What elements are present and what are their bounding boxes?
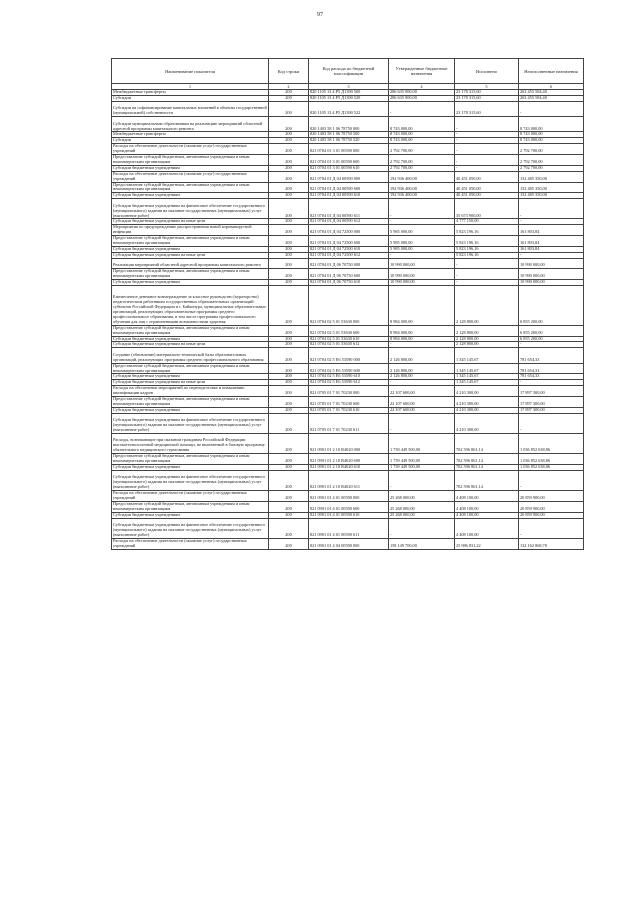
- row-name: Субсидии бюджетным учреждениям на иные цели: [112, 342, 269, 348]
- row-executed: 4 408 100,00: [455, 491, 519, 502]
- row-line-code: 200: [269, 252, 309, 258]
- row-unexecuted: 1 036 852 638,86: [519, 464, 584, 470]
- table-row: [112, 182, 584, 193]
- table-row: [112, 348, 584, 363]
- row-approved: 22 107 600,00: [389, 407, 455, 413]
- row-expense-code: 821 0901 01 2 10 R4020 600: [309, 454, 389, 465]
- row-unexecuted: -: [519, 101, 584, 116]
- row-unexecuted: 8 743 000,00: [519, 138, 584, 144]
- budget-execution-table: [111, 58, 584, 550]
- table-row: [112, 269, 584, 280]
- row-executed: 2 128 800,00: [455, 285, 519, 325]
- row-line-code: 200: [269, 336, 309, 342]
- row-executed: 4 210 300,00: [455, 413, 519, 433]
- row-line-code: 200: [269, 470, 309, 490]
- row-executed: 4 408 100,00: [455, 518, 519, 538]
- row-approved: 10 990 000,00: [389, 269, 455, 280]
- row-name: Расходы на обеспечение деятельности (оказание услуг) государственных учреждений: [112, 144, 269, 155]
- row-executed: 5 823 196,16: [455, 236, 519, 247]
- row-unexecuted: 6 855 200,00: [519, 285, 584, 325]
- row-line-code: 200: [269, 363, 309, 374]
- row-expense-code: 821 0704 01 Д 04 72500 600: [309, 236, 389, 247]
- row-approved: 1 739 449 500,00: [389, 433, 455, 453]
- row-approved: 5 985 000,00: [389, 225, 455, 236]
- row-expense-code: 821 0705 01 7 01 70230 600: [309, 397, 389, 408]
- row-executed: 702 596 861,14: [455, 464, 519, 470]
- row-expense-code: 821 0705 01 7 01 70230 000: [309, 386, 389, 397]
- row-name: Расходы на обеспечение деятельности (оказание услуг) государственных учреждений: [112, 538, 269, 549]
- row-unexecuted: 781 654,33: [519, 374, 584, 380]
- row-approved: 2 792 700,00: [389, 165, 455, 171]
- row-unexecuted: 20 859 900,00: [519, 501, 584, 512]
- row-line-code: 200: [269, 518, 309, 538]
- row-executed: 5 823 196,16: [455, 247, 519, 253]
- column-number: 3: [309, 84, 389, 90]
- row-executed: -: [455, 155, 519, 166]
- row-name: Субсидии бюджетным учреждениям: [112, 464, 269, 470]
- table-row: [112, 413, 584, 433]
- row-approved: 286 635 900,00: [389, 95, 455, 101]
- row-expense-code: 820 1105 13 4 Р5 Д1390 500: [309, 90, 389, 96]
- header-approved: Утвержденные бюджетные назначения: [389, 59, 455, 84]
- row-line-code: 200: [269, 280, 309, 286]
- table-row: [112, 101, 584, 116]
- row-approved: 25 268 000,00: [389, 512, 455, 518]
- row-name: Расходы, возникающие при оказании гражданам Российской Федерации высокотехнологичной медицинской помощи, не включенной в базовую программу обязательного медицинского страхования: [112, 433, 269, 453]
- row-executed: 702 596 861,14: [455, 470, 519, 490]
- row-executed: 40 451 050,00: [455, 171, 519, 182]
- row-line-code: 200: [269, 348, 309, 363]
- row-unexecuted: -: [519, 252, 584, 258]
- row-name: Субсидии бюджетным учреждениям на финансовое обеспечение государственного (муниципального) задания на оказание государственных (муниципальных) услуг (выполнение работ): [112, 470, 269, 490]
- row-approved: 1 739 449 500,00: [389, 454, 455, 465]
- row-name: Субсидии бюджетным учреждениям на финансовое обеспечение государственного (муниципального) задания на оказание государственных (муниципальных) услуг (выполнение работ): [112, 518, 269, 538]
- row-line-code: 200: [269, 491, 309, 502]
- row-unexecuted: 6 855 200,00: [519, 336, 584, 342]
- row-line-code: 200: [269, 386, 309, 397]
- row-approved: 8 743 000,00: [389, 138, 455, 144]
- row-approved: 2 792 700,00: [389, 144, 455, 155]
- row-name: Предоставление субсидий бюджетным, автономным учреждениям и иным некоммерческим организациям: [112, 236, 269, 247]
- row-line-code: 200: [269, 193, 309, 199]
- row-line-code: 200: [269, 407, 309, 413]
- row-line-code: 200: [269, 397, 309, 408]
- row-name: Субсидии бюджетным учреждениям: [112, 165, 269, 171]
- row-line-code: 200: [269, 464, 309, 470]
- table-row: [112, 285, 584, 325]
- table-row: [112, 397, 584, 408]
- row-name: Субсидии бюджетным учреждениям: [112, 280, 269, 286]
- table-row: [112, 518, 584, 538]
- row-unexecuted: 17 897 300,00: [519, 386, 584, 397]
- row-executed: 2 128 800,00: [455, 342, 519, 348]
- row-name: Мероприятия по предупреждению распространения новой коронавирусной инфекции: [112, 225, 269, 236]
- table-row: [112, 386, 584, 397]
- row-unexecuted: 2 792 700,00: [519, 165, 584, 171]
- row-unexecuted: 781 654,33: [519, 363, 584, 374]
- row-executed: 4 408 100,00: [455, 512, 519, 518]
- row-approved: 192 936 400,00: [389, 171, 455, 182]
- row-executed: -: [455, 144, 519, 155]
- row-expense-code: 821 0704 02 5 Е6 53590 610: [309, 374, 389, 380]
- row-approved: -: [389, 342, 455, 348]
- row-unexecuted: 1 036 852 638,86: [519, 454, 584, 465]
- row-expense-code: 821 0704 01 Д 04 00590 000: [309, 171, 389, 182]
- row-approved: 5 985 000,00: [389, 236, 455, 247]
- row-executed: -: [455, 117, 519, 132]
- row-approved: 8 984 000,00: [389, 325, 455, 336]
- row-expense-code: 821 0704 02 5 Е6 53590 000: [309, 348, 389, 363]
- row-approved: 8 984 000,00: [389, 285, 455, 325]
- row-approved: -: [389, 101, 455, 116]
- row-expense-code: 821 0705 01 7 01 70230 611: [309, 413, 389, 433]
- row-name: Предоставление субсидий бюджетным, автономным учреждениям и иным некоммерческим организациям: [112, 501, 269, 512]
- row-unexecuted: 781 654,33: [519, 348, 584, 363]
- row-expense-code: 821 0704 01 3 01 00590 610: [309, 165, 389, 171]
- row-approved: -: [389, 518, 455, 538]
- row-approved: 2 126 800,00: [389, 348, 455, 363]
- row-expense-code: 821 0704 01 Д 04 00590 600: [309, 182, 389, 193]
- row-expense-code: 821 0704 02 5 01 53630 612: [309, 342, 389, 348]
- row-line-code: 200: [269, 285, 309, 325]
- row-name: Расходы на обеспечение деятельности (оказание услуг) государственных учреждений: [112, 491, 269, 502]
- column-number: 2: [269, 84, 309, 90]
- row-approved: 8 743 000,00: [389, 132, 455, 138]
- row-unexecuted: 10 990 000,00: [519, 280, 584, 286]
- row-unexecuted: 2 792 700,00: [519, 155, 584, 166]
- row-name: Субсидии: [112, 95, 269, 101]
- row-name: Субсидии бюджетным учреждениям: [112, 374, 269, 380]
- row-line-code: 200: [269, 247, 309, 253]
- table-row: [112, 144, 584, 155]
- row-line-code: 200: [269, 199, 309, 219]
- row-expense-code: 821 0704 01 Д 06 70750 600: [309, 269, 389, 280]
- row-unexecuted: 1 036 852 638,86: [519, 433, 584, 453]
- row-expense-code: 821 0704 01 3 01 00590 600: [309, 155, 389, 166]
- row-unexecuted: 263 455 584,40: [519, 90, 584, 96]
- row-executed: 1 345 145,67: [455, 363, 519, 374]
- row-expense-code: 821 0704 01 Д 04 72500 612: [309, 252, 389, 258]
- row-expense-code: 821 0901 01 4 01 00590 600: [309, 501, 389, 512]
- row-unexecuted: 8 743 000,00: [519, 132, 584, 138]
- row-approved: -: [389, 199, 455, 219]
- row-approved: -: [389, 219, 455, 225]
- table-row: [112, 501, 584, 512]
- row-name: Межбюджетные трансферты: [112, 90, 269, 96]
- table-row: [112, 433, 584, 453]
- row-executed: -: [455, 280, 519, 286]
- row-name: Субсидии бюджетным учреждениям на финансовое обеспечение государственного (муниципального) задания на оказание государственных (муниципальных) услуг (выполнение работ): [112, 199, 269, 219]
- row-executed: -: [455, 269, 519, 280]
- row-unexecuted: 132 162 868,78: [519, 538, 584, 549]
- row-expense-code: 821 0901 01 2 10 R4020 000: [309, 433, 389, 453]
- table-row: [112, 199, 584, 219]
- row-approved: -: [389, 252, 455, 258]
- row-unexecuted: -: [519, 342, 584, 348]
- row-expense-code: 821 0704 02 5 01 53630 600: [309, 325, 389, 336]
- row-line-code: 200: [269, 171, 309, 182]
- row-line-code: 200: [269, 117, 309, 132]
- row-line-code: 200: [269, 269, 309, 280]
- row-executed: 25 986 831,22: [455, 538, 519, 549]
- row-name: Субсидии бюджетным учреждениям: [112, 193, 269, 199]
- row-expense-code: 821 0705 01 7 01 70230 610: [309, 407, 389, 413]
- header-row: [112, 59, 584, 84]
- row-executed: 5 823 196,16: [455, 252, 519, 258]
- row-name: Субсидии бюджетным учреждениям: [112, 512, 269, 518]
- row-line-code: 200: [269, 413, 309, 433]
- row-expense-code: 820 1105 13 4 Р5 Д1390 520: [309, 95, 389, 101]
- row-expense-code: 820 1403 58 1 06 78750 520: [309, 138, 389, 144]
- row-name: Субсидии бюджетным учреждениям: [112, 336, 269, 342]
- row-line-code: 200: [269, 90, 309, 96]
- row-expense-code: 821 0901 01 4 01 00590 611: [309, 518, 389, 538]
- row-executed: -: [455, 132, 519, 138]
- header-executed: Исполнено: [455, 59, 519, 84]
- row-unexecuted: 8 743 000,00: [519, 117, 584, 132]
- column-number: 5: [455, 84, 519, 90]
- row-unexecuted: 17 897 300,00: [519, 407, 584, 413]
- row-executed: -: [455, 258, 519, 268]
- row-approved: 22 107 600,00: [389, 397, 455, 408]
- row-name: Предоставление субсидий бюджетным, автономным учреждениям и иным некоммерческим организациям: [112, 397, 269, 408]
- row-executed: 2 128 800,00: [455, 325, 519, 336]
- row-expense-code: 821 0901 01 2 10 R4020 610: [309, 464, 389, 470]
- row-line-code: 200: [269, 433, 309, 453]
- row-expense-code: 821 0704 01 3 01 00590 000: [309, 144, 389, 155]
- row-executed: -: [455, 165, 519, 171]
- row-unexecuted: 152 485 350,00: [519, 171, 584, 182]
- table-row: [112, 225, 584, 236]
- row-line-code: 200: [269, 342, 309, 348]
- row-unexecuted: 20 859 900,00: [519, 512, 584, 518]
- row-name: Предоставление субсидий бюджетным, автономным учреждениям и иным некоммерческим организациям: [112, 363, 269, 374]
- row-expense-code: 821 0704 02 5 01 53630 000: [309, 285, 389, 325]
- column-number: 1: [112, 84, 269, 90]
- row-approved: 1 739 449 500,00: [389, 464, 455, 470]
- row-unexecuted: 161 803,84: [519, 236, 584, 247]
- row-expense-code: 821 0704 01 Д 04 00590 610: [309, 193, 389, 199]
- row-line-code: 200: [269, 225, 309, 236]
- row-name: Предоставление субсидий бюджетным, автономным учреждениям и иным некоммерческим организациям: [112, 454, 269, 465]
- row-name: Межбюджетные трансферты: [112, 132, 269, 138]
- row-unexecuted: 263 455 584,40: [519, 95, 584, 101]
- row-executed: 4 408 100,00: [455, 501, 519, 512]
- row-name: Предоставление субсидий бюджетным, автономным учреждениям и иным некоммерческим организациям: [112, 325, 269, 336]
- row-approved: -: [389, 413, 455, 433]
- row-executed: 23 178 315,60: [455, 101, 519, 116]
- column-number: 4: [389, 84, 455, 90]
- row-line-code: 200: [269, 132, 309, 138]
- header-line-code: Код строки: [269, 59, 309, 84]
- row-name: Предоставление субсидий бюджетным, автономным учреждениям и иным некоммерческим организациям: [112, 155, 269, 166]
- row-name: Расходы на обеспечение деятельности (оказание услуг) государственных учреждений: [112, 171, 269, 182]
- row-approved: 25 268 000,00: [389, 491, 455, 502]
- row-approved: 25 268 000,00: [389, 501, 455, 512]
- row-executed: 2 128 800,00: [455, 336, 519, 342]
- row-expense-code: 821 0901 01 2 10 R4020 611: [309, 470, 389, 490]
- row-unexecuted: -: [519, 470, 584, 490]
- row-expense-code: 821 0704 01 Д 06 70750 000: [309, 258, 389, 268]
- row-executed: 1 345 145,67: [455, 348, 519, 363]
- row-approved: 22 107 600,00: [389, 386, 455, 397]
- row-approved: 5 985 000,00: [389, 247, 455, 253]
- table-row: [112, 363, 584, 374]
- row-name: Создание (обновление) материально-технической базы образовательных организаций, реализующих программы среднего профессионального образования: [112, 348, 269, 363]
- table-row: [112, 491, 584, 502]
- table-row: [112, 470, 584, 490]
- row-expense-code: 821 0704 01 Д 06 70750 610: [309, 280, 389, 286]
- row-name: Субсидии на софинансирование капитальных вложений в объекты государственной (муниципальной) собственности: [112, 101, 269, 116]
- table-row: [112, 538, 584, 549]
- row-expense-code: 821 0704 01 Д 04 72500 610: [309, 247, 389, 253]
- row-unexecuted: 17 897 300,00: [519, 397, 584, 408]
- row-line-code: 200: [269, 144, 309, 155]
- row-name: Субсидии бюджетным учреждениям: [112, 247, 269, 253]
- table-row: [112, 155, 584, 166]
- row-approved: 192 936 400,00: [389, 182, 455, 193]
- row-executed: 702 596 861,14: [455, 454, 519, 465]
- row-line-code: 200: [269, 325, 309, 336]
- table-row: [112, 236, 584, 247]
- row-executed: 1 345 145,67: [455, 380, 519, 386]
- row-executed: -: [455, 138, 519, 144]
- row-approved: -: [389, 380, 455, 386]
- table-row: [112, 325, 584, 336]
- row-unexecuted: -: [519, 219, 584, 225]
- row-unexecuted: 6 855 200,00: [519, 325, 584, 336]
- row-line-code: 200: [269, 101, 309, 116]
- header-expense-code: Код расхода по бюджетной классификации: [309, 59, 389, 84]
- row-line-code: 200: [269, 236, 309, 247]
- column-number: 6: [519, 84, 584, 90]
- row-line-code: 200: [269, 165, 309, 171]
- row-executed: 23 178 315,60: [455, 90, 519, 96]
- row-unexecuted: 20 859 900,00: [519, 491, 584, 502]
- row-executed: 40 451 050,00: [455, 193, 519, 199]
- row-unexecuted: 152 485 350,00: [519, 182, 584, 193]
- row-expense-code: 821 0901 01 4 01 00590 610: [309, 512, 389, 518]
- row-name: Предоставление субсидий бюджетным, автономным учреждениям и иным некоммерческим организациям: [112, 269, 269, 280]
- row-name: Субсидии бюджетным учреждениям на иные цели: [112, 380, 269, 386]
- row-executed: 5 823 196,16: [455, 225, 519, 236]
- row-executed: 40 451 050,00: [455, 182, 519, 193]
- row-unexecuted: -: [519, 380, 584, 386]
- row-expense-code: 821 0704 01 Д 04 00590 611: [309, 199, 389, 219]
- row-name: Субсидии бюджетным учреждениям на иные цели: [112, 219, 269, 225]
- row-unexecuted: -: [519, 413, 584, 433]
- row-approved: 8 743 000,00: [389, 117, 455, 132]
- row-expense-code: 820 1403 58 1 06 78750 500: [309, 132, 389, 138]
- row-name: Реализация мероприятий областной адресной программы капитального ремонта: [112, 258, 269, 268]
- row-name: Расходы на обеспечение мероприятий по переподготовке и повышению квалификации кадров: [112, 386, 269, 397]
- row-approved: 10 990 000,00: [389, 280, 455, 286]
- row-line-code: 200: [269, 138, 309, 144]
- row-executed: 4 777 150,00: [455, 219, 519, 225]
- row-approved: 10 990 000,00: [389, 258, 455, 268]
- row-executed: 1 345 145,67: [455, 374, 519, 380]
- row-name: Субсидии бюджетным учреждениям на иные цели: [112, 252, 269, 258]
- row-executed: 4 210 300,00: [455, 397, 519, 408]
- row-expense-code: 821 0704 01 Д 04 72500 000: [309, 225, 389, 236]
- row-line-code: 200: [269, 95, 309, 101]
- row-line-code: 200: [269, 512, 309, 518]
- row-line-code: 200: [269, 501, 309, 512]
- row-approved: 286 635 900,00: [389, 90, 455, 96]
- row-expense-code: 821 0704 02 5 Е6 53590 600: [309, 363, 389, 374]
- row-executed: 4 210 300,00: [455, 386, 519, 397]
- row-approved: -: [389, 470, 455, 490]
- table-row: [112, 117, 584, 132]
- row-line-code: 200: [269, 538, 309, 549]
- row-unexecuted: 2 792 700,00: [519, 144, 584, 155]
- row-approved: 8 984 000,00: [389, 336, 455, 342]
- row-line-code: 200: [269, 380, 309, 386]
- row-name: Субсидии муниципальным образованиям на реализацию мероприятий областной адресной программы капитального ремонта: [112, 117, 269, 132]
- row-executed: 23 178 315,60: [455, 95, 519, 101]
- row-unexecuted: 161 803,84: [519, 225, 584, 236]
- row-executed: 702 596 861,14: [455, 433, 519, 453]
- row-unexecuted: 161 803,84: [519, 247, 584, 253]
- row-name: Субсидии бюджетным учреждениям на финансовое обеспечение государственного (муниципального) задания на оказание государственных (муниципальных) услуг (выполнение работ): [112, 413, 269, 433]
- row-name: Предоставление субсидий бюджетным, автономным учреждениям и иным некоммерческим организациям: [112, 182, 269, 193]
- row-unexecuted: -: [519, 199, 584, 219]
- header-indicator-name: Наименование показателя: [112, 59, 269, 84]
- row-unexecuted: -: [519, 518, 584, 538]
- row-expense-code: 821 0704 02 5 01 53630 610: [309, 336, 389, 342]
- row-expense-code: 821 0704 02 5 Е6 53590 612: [309, 380, 389, 386]
- row-name: Субсидии: [112, 138, 269, 144]
- row-executed: 35 673 900,00: [455, 199, 519, 219]
- row-approved: 2 792 700,00: [389, 155, 455, 166]
- row-approved: 2 126 800,00: [389, 374, 455, 380]
- row-expense-code: 821 0901 01 4 04 00590 000: [309, 538, 389, 549]
- row-approved: 158 149 700,00: [389, 538, 455, 549]
- row-expense-code: 820 1403 58 1 06 78750 000: [309, 117, 389, 132]
- row-line-code: 200: [269, 374, 309, 380]
- row-line-code: 200: [269, 219, 309, 225]
- table-row: [112, 171, 584, 182]
- row-name: Ежемесячное денежное вознаграждение за классное руководство (кураторство) педагогическим работникам государственных образовательных организаций субъектов Российской Федерации и г. Байконура, муниципальных образовательных организаций, реализующих образовательные программы среднего профессионального образования, в том числе программы профессионального обучения для лиц с ограниченными возможностями здоровья: [112, 285, 269, 325]
- row-unexecuted: 10 990 000,00: [519, 269, 584, 280]
- header-unexecuted: Неисполненные назначения: [519, 59, 584, 84]
- row-approved: 192 936 400,00: [389, 193, 455, 199]
- table-body: [112, 90, 584, 550]
- row-name: Субсидии бюджетным учреждениям: [112, 407, 269, 413]
- row-unexecuted: 10 990 000,00: [519, 258, 584, 268]
- row-unexecuted: 152 485 350,00: [519, 193, 584, 199]
- row-line-code: 200: [269, 454, 309, 465]
- row-line-code: 200: [269, 258, 309, 268]
- table-row: [112, 258, 584, 268]
- row-executed: 4 210 300,00: [455, 407, 519, 413]
- row-line-code: 200: [269, 182, 309, 193]
- row-expense-code: 821 0901 01 4 01 00590 000: [309, 491, 389, 502]
- row-line-code: 200: [269, 155, 309, 166]
- page-number: 97: [317, 12, 323, 18]
- row-approved: 2 126 800,00: [389, 363, 455, 374]
- row-expense-code: 820 1105 13 4 Р5 Д1390 522: [309, 101, 389, 116]
- row-expense-code: 821 0704 01 Д 04 00590 612: [309, 219, 389, 225]
- table-row: [112, 454, 584, 465]
